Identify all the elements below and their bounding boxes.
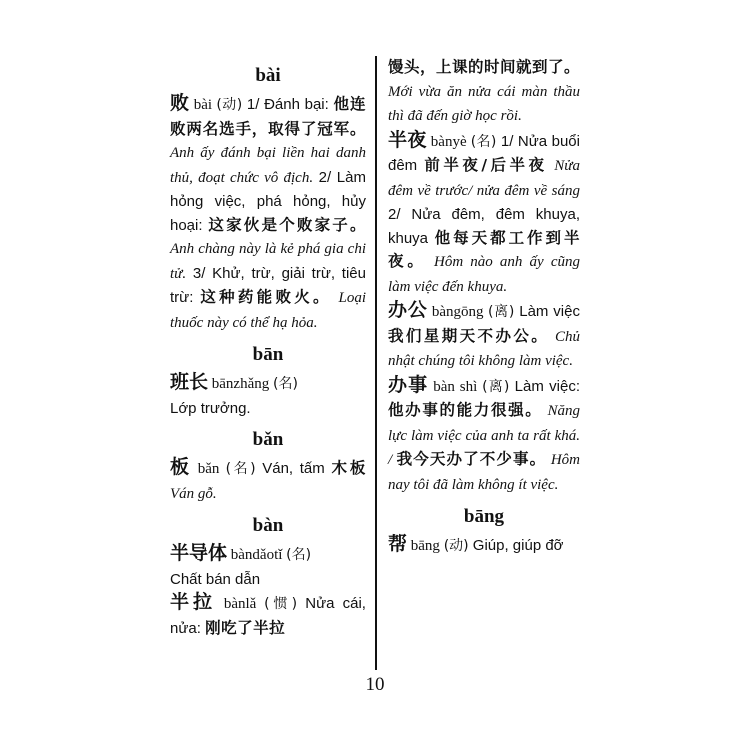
headword: 办事 [388,373,429,396]
entry-banye [388,129,580,300]
definition: Làm việc: [509,377,580,395]
definition: Ván, tấm [255,460,332,477]
pinyin-heading-ban3: bǎn [252,429,284,450]
entry-banshi [388,374,580,498]
example-translation: Anh chàng này là kẻ phá gia chi tử. [170,241,366,282]
example-translation: Anh ấy đánh bại liền hai danh thủ, đoạt chức vô địch. [170,145,366,186]
example-translation: Loại thuốc này có thể hạ hỏa. [170,290,366,331]
example-chinese: 他每天都工作到半夜。 [388,228,580,270]
headword: 半拉 [170,591,217,613]
part-of-speech: (离) [482,378,510,395]
example-chinese: 这种药能败火。 [200,288,332,306]
definition: 2/ Nửa đêm, đêm khuya, khuya [388,206,580,247]
pinyin: bàngōng [427,304,488,320]
example-chinese: 我们星期天不办公。 [388,326,550,345]
part-of-speech: (名) [273,376,298,392]
left-column [170,56,366,640]
headword: 板 [170,456,192,478]
entry-ban [170,456,366,506]
definition: Làm việc [514,303,580,320]
part-of-speech: (名) [225,461,256,477]
pinyin: bāng [407,538,444,554]
headword: 半夜 [388,128,427,151]
entry-bandaoti [170,542,366,591]
example-translation: Mới vừa ăn nửa cái màn thầu thì đã đến giờ học rồi. [388,83,580,124]
example-translation: Nửa đêm về trước/ nửa đêm về sáng [388,158,580,199]
pinyin: bàndǎotǐ [227,547,287,563]
example-chinese: 前半夜/后半夜 [424,156,548,174]
entry-bangong [388,299,580,374]
pinyin: bàn shì [428,378,483,395]
entry-banla [170,591,366,640]
part-of-speech: (名) [286,547,312,563]
right-column [388,56,580,559]
definition: 1/ Nửa buổi đêm [388,132,580,174]
headword: 办公 [388,299,428,321]
column-divider [375,56,377,670]
part-of-speech: (动) [216,97,243,113]
pinyin: bànlǎ [216,596,265,612]
pinyin-heading-ban1: bān [252,344,284,365]
example-translation: Chủ nhật chúng tôi không làm việc. [388,328,580,369]
page-number: 10 [365,674,385,695]
example-chinese: 刚吃了半拉 [205,618,286,637]
example-chinese: 我今天办了不少事。 [396,450,547,468]
definition: 1/ Đánh bại: [242,96,334,113]
definition: Chất bán dẫn [170,570,261,588]
definition: Lớp trưởng. [170,399,251,417]
example-chinese: 他连败两名选手，取得了冠军。 [170,95,366,138]
example-chinese: 木板 [331,459,366,477]
definition: 3/ Khử, trừ, giải trừ, tiêu trừ: [170,264,366,306]
pinyin: bànyè [426,133,471,150]
part-of-speech: (名) [470,133,497,150]
example-chinese: 馒头，上课的时间就到了。 [388,58,581,76]
definition: Nửa cái, nửa: [170,595,366,637]
definition: 2/ Làm hỏng việc, phá hỏng, hủy hoại: [170,168,366,234]
headword: 帮 [388,533,408,555]
entry-banzhang [170,371,366,420]
entry-bang [388,533,580,559]
headword: 败 [170,92,190,114]
example-chinese: 这家伙是个败家子。 [208,215,366,234]
pinyin-heading-ban4: bàn [252,515,284,536]
headword: 班长 [170,371,209,393]
headword: 半导体 [170,542,228,564]
part-of-speech: (惯) [264,596,298,612]
pinyin: bānzhǎng [208,376,273,392]
entry-bai [170,92,366,335]
example-translation: Ván gỗ. [170,485,217,502]
part-of-speech: (动) [443,538,469,554]
example-translation: Hôm nào anh ấy cũng làm việc đến khuya. [388,254,580,295]
pinyin-heading-bai: bài [255,65,281,86]
example-translation: Năng lực làm việc của anh ta rất khá. [388,403,580,444]
pinyin-heading-bang: bāng [463,506,505,527]
entry-banla-continued [388,56,580,129]
pinyin: bài [189,97,217,113]
definition: Giúp, giúp đỡ [468,537,564,554]
separator: / [388,452,397,468]
example-translation: Hôm nay tôi đã làm không ít việc. [388,452,580,493]
pinyin: bǎn [191,461,226,477]
example-chinese: 他办事的能力很强。 [388,401,543,419]
part-of-speech: (离) [488,304,515,320]
